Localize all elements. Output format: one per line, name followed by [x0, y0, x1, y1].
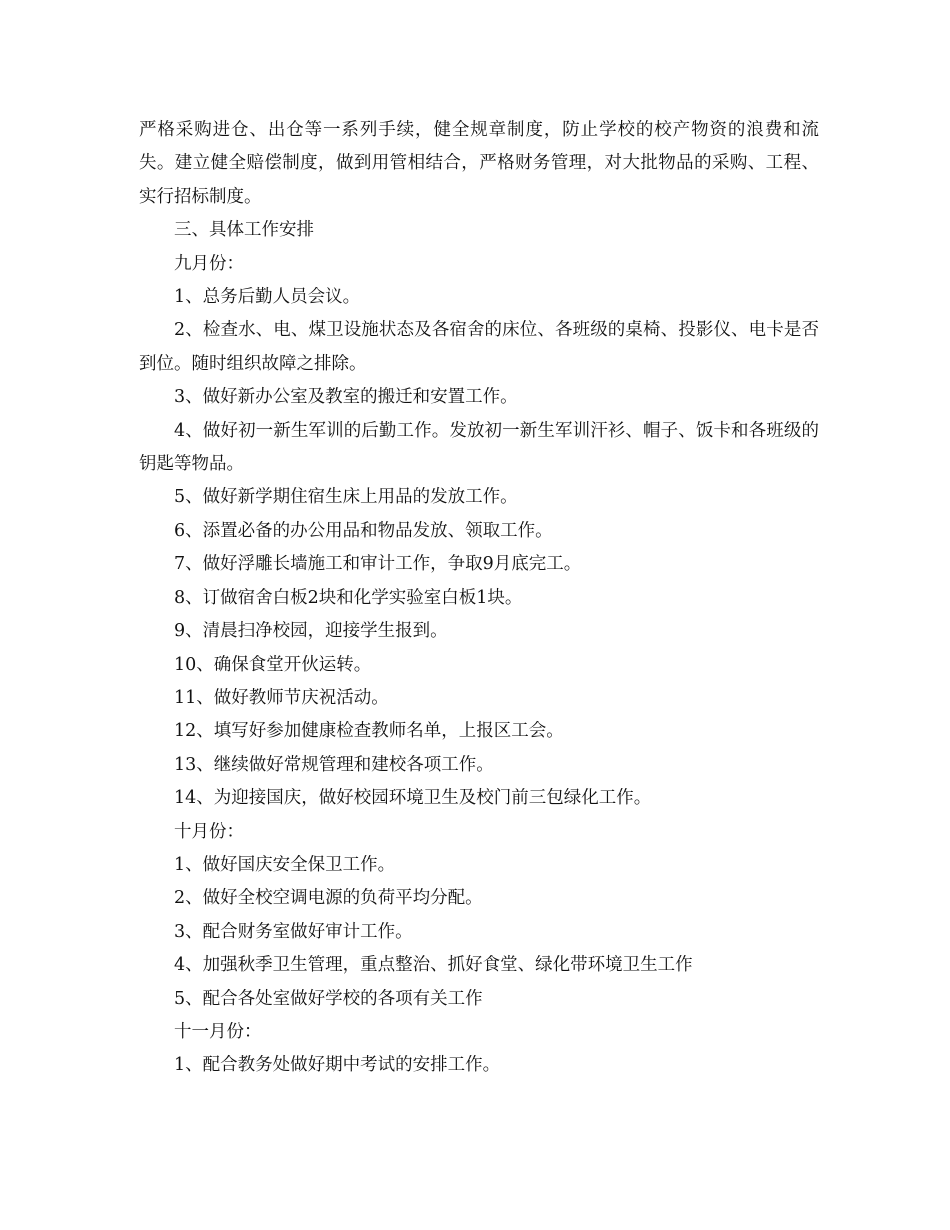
list-item: 7、做好浮雕长墙施工和审计工作，争取9月底完工。 [174, 554, 582, 575]
list-item: 1、配合教务处做好期中考试的安排工作。 [174, 1055, 501, 1076]
list-item: 3、配合财务室做好审计工作。 [174, 921, 413, 942]
list-item: 13、继续做好常规管理和建校各项工作。 [174, 754, 494, 775]
list-item: 5、配合各处室做好学校的各项有关工作 [174, 988, 483, 1009]
list-item: 1、总务后勤人员会议。 [174, 287, 361, 308]
section-heading-work-plan: 三、具体工作安排 [174, 220, 314, 241]
list-item: 4、加强秋季卫生管理，重点整治、抓好食堂、绿化带环境卫生工作 [174, 955, 693, 976]
list-item: 3、做好新办公室及教室的搬迁和安置工作。 [174, 387, 518, 408]
month-heading-september: 九月份： [174, 253, 244, 274]
document-page [139, 114, 819, 1083]
list-item: 4、做好初一新生军训的后勤工作。发放初一新生军训汗衫、帽子、饭卡和各班级的钥匙等物品。 [139, 420, 819, 475]
list-item: 6、添置必备的办公用品和物品发放、领取工作。 [174, 520, 553, 541]
intro-paragraph: 严格采购进仓、出仓等一系列手续，健全规章制度，防止学校的校产物资的浪费和流失。建立健全赔偿制度，做到用管相结合，严格财务管理，对大批物品的采购、工程、实行招标制度。 [139, 120, 819, 207]
list-item: 2、检查水、电、煤卫设施状态及各宿舍的床位、各班级的桌椅、投影仪、电卡是否到位。随时组织故障之排除。 [139, 320, 819, 374]
list-item: 8、订做宿舍白板2块和化学实验室白板1块。 [174, 587, 523, 608]
list-item: 10、确保食堂开伙运转。 [174, 654, 372, 675]
list-item: 9、清晨扫净校园，迎接学生报到。 [174, 621, 448, 642]
list-item: 11、做好教师节庆祝活动。 [174, 687, 389, 708]
list-item: 12、填写好参加健康检查教师名单，上报区工会。 [174, 721, 564, 742]
month-heading-november: 十一月份： [174, 1021, 262, 1042]
list-item: 5、做好新学期住宿生床上用品的发放工作。 [174, 487, 518, 508]
month-heading-october: 十月份： [174, 821, 244, 842]
list-item: 2、做好全校空调电源的负荷平均分配。 [174, 888, 483, 909]
list-item: 1、做好国庆安全保卫工作。 [174, 854, 396, 875]
list-item: 14、为迎接国庆，做好校园环境卫生及校门前三包绿化工作。 [174, 788, 652, 809]
